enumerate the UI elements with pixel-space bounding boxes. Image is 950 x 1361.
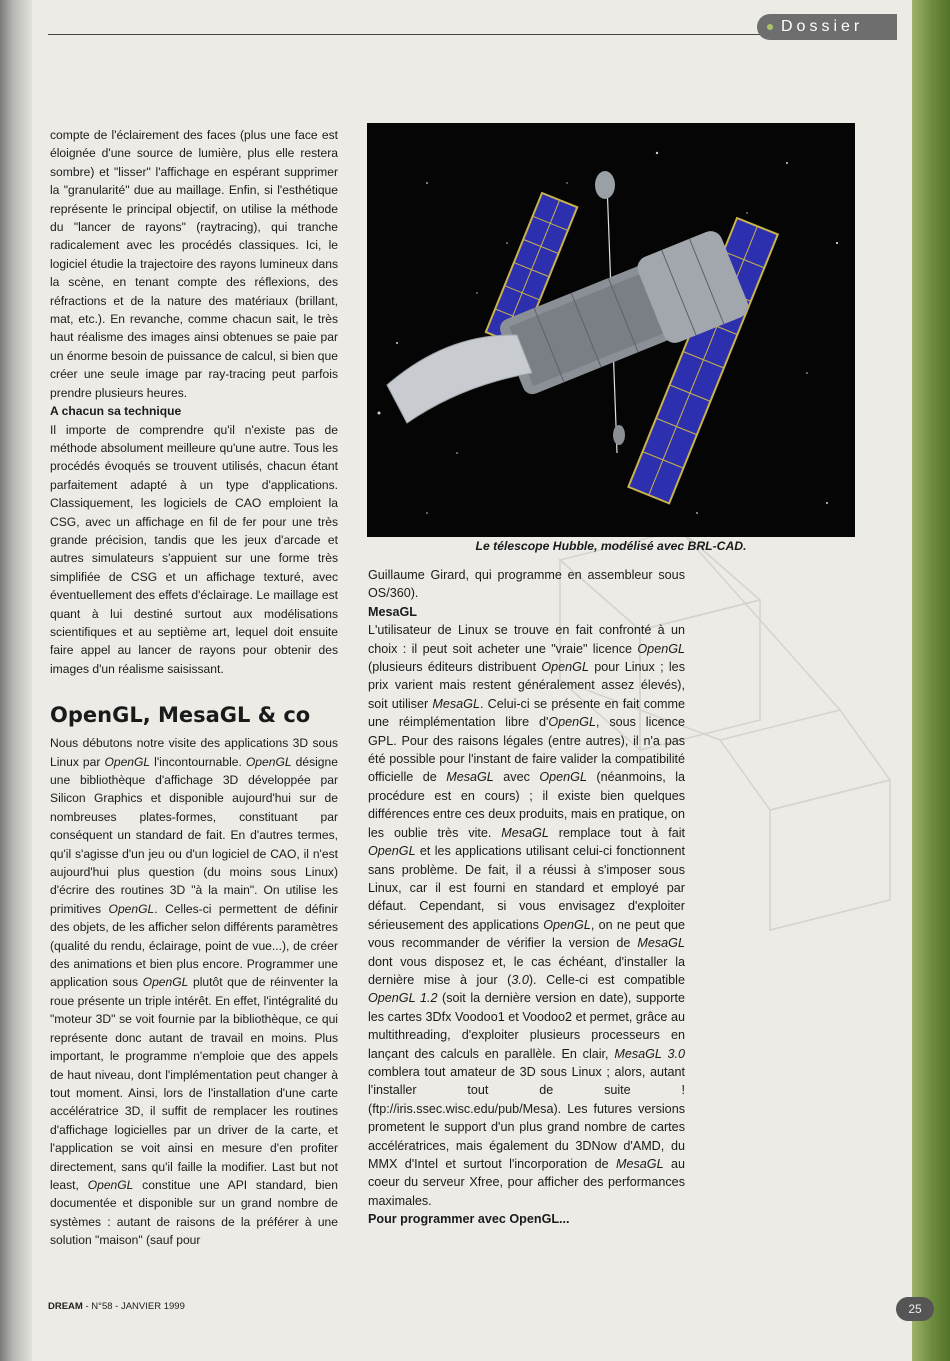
magazine-name: DREAM [48, 1301, 83, 1312]
binding-shadow [0, 0, 32, 1361]
body-paragraph: compte de l'éclairement des faces (plus une face est éloignée d'une source de lumière, plus elle restera sombre) et "lisser" l'affichage en espérant supprimer la "granularité" due au maillage. Enfin, si l'esthétique représente le principal objectif, on utilise la méthode du "lancer de rayons" (raytracing), qui tranche radicalement avec les procédés classiques. Ici, le logiciel étudie la trajectoire des rayons lumineux dans la scène, en tenant compte des réflexions, des réfractions et de la nature des matériaux (brillant, mat, etc.). En revanche, comme chacun sait, le très haut réalisme des images ainsi obtenues se paie par un énorme besoin de puissance de calcul, si bien que créer une seule image par ray-tracing peut parfois prendre plusieurs heures. [50, 128, 338, 400]
closing-subheading: Pour programmer avec OpenGL... [368, 1212, 570, 1227]
right-column [368, 566, 685, 1229]
body-paragraph: Guillaume Girard, qui programme en assembleur sous OS/360). [368, 568, 685, 601]
body-paragraph: L'utilisateur de Linux se trouve en fait confronté à un choix : il peut soit acheter une "vraie" licence OpenGL (plusieurs éditeurs distribuent OpenGL pour Linux ; les prix varient mais restent généralement assez élevés), soit utiliser MesaGL. Celui-ci se présente en fait comme une réimplémentation libre d'OpenGL, sous licence GPL. Pour des raisons légales (entre autres), il n'a pas été possible pour l'instant de faire valider la compatibilité officielle de MesaGL avec OpenGL (néanmoins, la procédure est en cours) ; il existe bien quelques différences entre ces deux produits, mais en pratique, on les oublie très vite. MesaGL remplace tout à fait OpenGL et les applications utilisant celui-ci fonctionnent sans problème. De fait, il a réussi à s'imposer sous Linux, car il est fourni en standard et employé par défaut. Cependant, si vous envisagez d'exploiter sérieusement des applications OpenGL, on ne peut que vous recommander de vérifier la version de MesaGL dont vous disposez et, le cas échéant, d'installer la dernière mise à jour (3.0). Celle-ci est compatible OpenGL 1.2 (soit la dernière version en date), supporte les cartes 3Dfx Voodoo1 et Voodoo2 et permet, grâce au multithreading, d'exploiter plusieurs processeurs en lançant des calculs en parallèle. En clair, MesaGL 3.0 comblera tout amateur de 3D sous Linux ; alors, autant l'installer tout de suite ! (ftp://iris.ssec.wisc.edu/pub/Mesa). Les futures versions prometent le support d'un plus grand nombre de cartes accélératrices, mais également du 3DNow d'AMD, du MMX d'Intel et surtout l'incorporation de MesaGL au coeur du serveur Xfree, pour afficher des performances maximales. [368, 623, 685, 1208]
left-column [50, 126, 338, 1250]
figure-caption: Le télescope Hubble, modélisé avec BRL-CAD. [475, 539, 747, 553]
hubble-render-image [367, 123, 855, 537]
issue-info: - N°58 - JANVIER 1999 [82, 1301, 185, 1312]
body-paragraph: Nous débutons notre visite des applications 3D sous Linux par OpenGL l'incontournable. OpenGL désigne une bibliothèque d'affichage 3D développée par Silicon Graphics et disponible aujourd'hui sur de nombreuses plates-formes, constituant par conséquent un standard de fait. En d'autres termes, qu'il s'agisse d'un jeu ou d'un logiciel de CAO, il n'est aujourd'hui plus question (du moins sous Linux) d'écrire des routines 3D "à la main". On utilise les primitives OpenGL. Celles-ci permettent de définir des objets, de les afficher selon différents paramètres (qualité du rendu, éclairage, point de vue...), de créer des animations et bien plus encore. Programmer une application sous OpenGL plutôt que de réinventer la roue présente un triple intérêt. En effet, l'intégralité du "moteur 3D" se voit fournie par la bibliothèque, ce qui représente donc autant de travail en moins. Plus important, le programme n'emploie que des appels de haut niveau, dont l'implémentation peut changer à tout moment. Ainsi, lors de l'installation d'une carte accélératrice 3D, il suffit de remplacer les routines d'affichage logicielles par un driver de la carte, et l'application se voit ainsi en mesure d'en profiter directement, sans qu'il faille la modifier. Last but not least, OpenGL constitue une API standard, bien documentée et disponible sur un grand nombre de systèmes : autant de raisons de la préférer à une solution "maison" (sauf pour [50, 736, 338, 1248]
body-paragraph: Il importe de comprendre qu'il n'existe pas de méthode absolument meilleure qu'une autre. Tous les procédés évoqués se trouvent utilisés, chacun étant parfaitement adapté à un type d'applications. Classiquement, les logiciels de CAO emploient la CSG, avec un affichage en fil de fer pour une très grande précision, tandis que les jeux d'arcade et autres simulateurs s'appuient sur une forme très simplifiée de CSG et un affichage texturé, avec éventuellement des effets d'éclairage. Le maillage est quant à lui destiné surtout aux modélisations scientifiques et au septième art, lequel doit ensuite faire appel au lancer de rayons pour obtenir des images d'un réalisme saisissant. [50, 422, 338, 676]
bullet-icon [767, 24, 773, 30]
section-heading: OpenGL, MesaGL & co [50, 703, 311, 728]
section-tab [757, 14, 897, 40]
section-label: Dossier [781, 18, 864, 35]
header-rule [48, 34, 766, 35]
page-edge-green [912, 0, 950, 1361]
page-footer [48, 1301, 185, 1312]
page-number: 25 [896, 1297, 934, 1321]
subheading: A chacun sa technique [50, 404, 182, 419]
hubble-telescope-illustration [367, 123, 855, 537]
subheading: MesaGL [368, 604, 417, 619]
